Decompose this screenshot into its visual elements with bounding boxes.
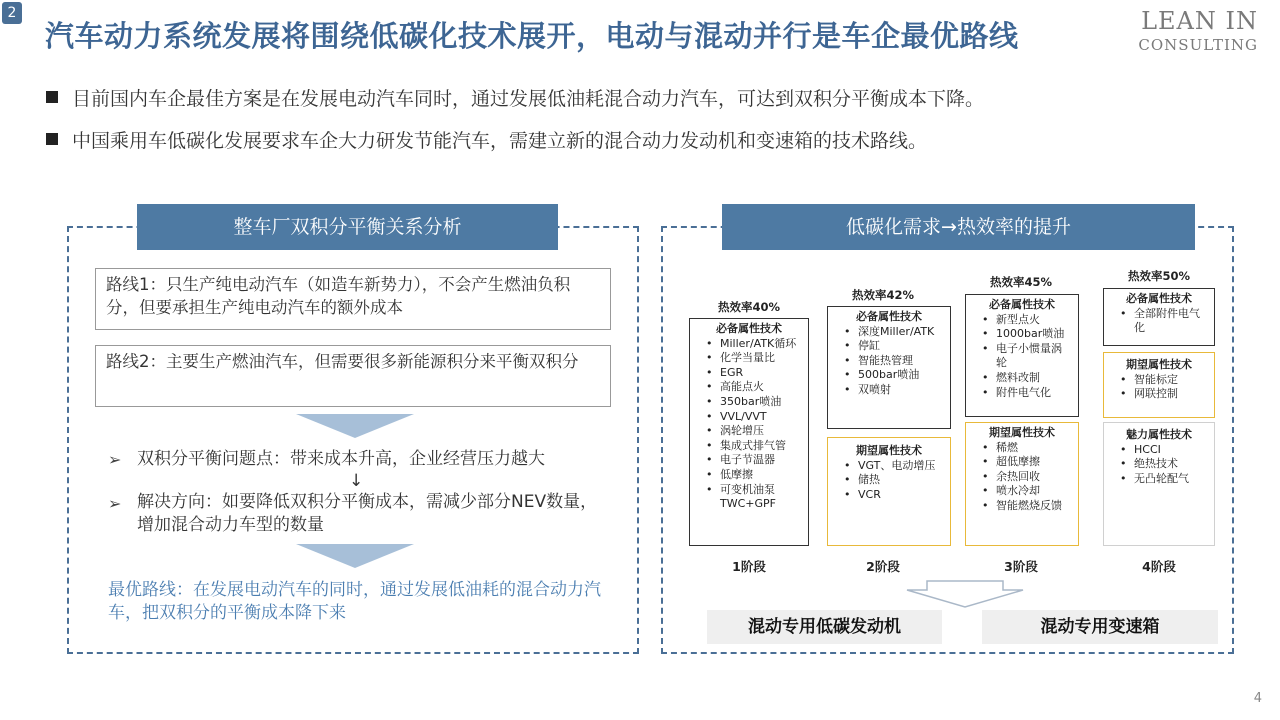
bullet-text: 中国乘用车低碳化发展要求车企大力研发节能汽车，需建立新的混合动力发动机和变速箱的技术路线。: [72, 130, 928, 152]
stage-2-label: 2阶段: [866, 559, 900, 574]
route-1-box: 路线1：只生产纯电动汽车（如造车新势力），不会产生燃油负积分，但要承担生产纯电动汽车的额外成本: [95, 268, 611, 330]
stage-3-label: 3阶段: [1004, 559, 1038, 574]
bullet-text: 目前国内车企最佳方案是在发展电动汽车同时，通过发展低油耗混合动力汽车，可达到双积分平衡成本下降。: [72, 88, 985, 110]
best-route-text: 最优路线：在发展电动汽车的同时，通过发展低油耗的混合动力汽车，把双积分的平衡成本降下来: [108, 580, 601, 623]
tech-item: • 低摩擦: [708, 468, 802, 483]
stage-4-essential-box: [1103, 288, 1215, 346]
tech-item: • VVL/VVT: [708, 410, 802, 425]
square-bullet-icon: [46, 91, 58, 103]
down-arrow-icon: [296, 544, 414, 568]
balance-problem-text: 双积分平衡问题点：带来成本升高，企业经营压力越大: [137, 449, 545, 469]
tech-item-continued: TWC+GPF: [720, 497, 776, 511]
stage-3-essential-box: [965, 294, 1079, 417]
section-badge: 2: [2, 2, 22, 24]
chevron-bullet-icon: ➢: [108, 494, 122, 513]
tech-item: • 集成式排气管: [708, 439, 802, 454]
box-heading: 必备属性技术: [716, 322, 782, 335]
tech-item: • 附件电气化: [984, 386, 1072, 401]
tech-item: • 350bar喷油: [708, 395, 802, 410]
box-heading: 必备属性技术: [989, 298, 1055, 311]
stage-4-label: 4阶段: [1142, 559, 1176, 574]
tech-item: • 高能点火: [708, 380, 802, 395]
square-bullet-icon: [46, 133, 58, 145]
stage-2-essential-box: [827, 306, 951, 429]
stage-1-essential-box: [689, 318, 809, 546]
tech-item: • 涡轮增压: [708, 424, 802, 439]
box-heading: 期望属性技术: [989, 426, 1055, 439]
tech-item: • 智能燃烧反馈: [984, 499, 1072, 514]
solution-text: 解决方向：如要降低双积分平衡成本，需减少部分NEV数量，增加混合动力车型的数量: [137, 492, 598, 535]
tech-item: • 智能热管理: [846, 354, 944, 369]
tech-item: • 智能标定: [1122, 373, 1208, 388]
tech-item: • 燃料改制: [984, 371, 1072, 386]
tech-item: • 500bar喷油: [846, 368, 944, 383]
outline-down-arrow-icon: [905, 580, 1025, 608]
left-panel-header: 整车厂双积分平衡关系分析: [137, 204, 558, 250]
tech-item: • 储热: [846, 473, 944, 488]
tech-item: • 电子节温器: [708, 453, 802, 468]
tech-item: • 可变机油泵: [708, 483, 802, 498]
tech-item: • 稀燃: [984, 441, 1072, 456]
page-number: 4: [1253, 691, 1262, 706]
tech-item: • 余热回收: [984, 470, 1072, 485]
hybrid-transmission-box: 混动专用变速箱: [982, 610, 1218, 644]
tech-item: • Miller/ATK循环: [708, 337, 802, 352]
tech-item: • 停缸: [846, 339, 944, 354]
box-heading: 魅力属性技术: [1126, 428, 1192, 441]
tech-item: • 新型点火: [984, 313, 1072, 328]
tech-item: • EGR: [708, 366, 802, 381]
tech-item: • VCR: [846, 488, 944, 503]
tech-item: • 绝热技术: [1122, 457, 1208, 472]
tech-item: • 化学当量比: [708, 351, 802, 366]
stage-3-expected-box: [965, 422, 1079, 546]
chevron-bullet-icon: ➢: [108, 450, 122, 469]
tech-item: • 深度Miller/ATK: [846, 325, 944, 340]
box-heading: 必备属性技术: [1126, 292, 1192, 305]
box-heading: 必备属性技术: [856, 310, 922, 323]
box-heading: 期望属性技术: [1126, 358, 1192, 371]
down-arrow-icon: [296, 414, 414, 438]
logo-line1: LEAN IN: [1141, 7, 1258, 35]
tech-item: • VGT、电动增压: [846, 459, 944, 474]
stage-3-title: 热效率45%: [989, 275, 1053, 289]
page-title: 汽车动力系统发展将围绕低碳化技术展开，电动与混动并行是车企最优路线: [45, 19, 1019, 53]
tech-item: • 无凸轮配气: [1122, 472, 1208, 487]
stage-2-expected-box: [827, 437, 951, 546]
bullet-2: [46, 126, 927, 153]
tech-item: • 全部附件电气化: [1122, 307, 1208, 336]
tech-item: • 1000bar喷油: [984, 327, 1072, 342]
logo-line2: CONSULTING: [1138, 36, 1258, 54]
stage-1-title: 热效率40%: [717, 300, 781, 314]
stage-1-label: 1阶段: [732, 559, 766, 574]
hybrid-engine-box: 混动专用低碳发动机: [707, 610, 942, 644]
tech-item: • 超低摩擦: [984, 455, 1072, 470]
stage-2-title: 热效率42%: [851, 288, 915, 302]
tech-item: • 喷水冷却: [984, 484, 1072, 499]
company-logo: [1138, 6, 1258, 54]
tech-item: • 电子小惯量涡轮: [984, 342, 1072, 371]
tech-item: • HCCI: [1122, 443, 1208, 458]
tech-item: • 网联控制: [1122, 387, 1208, 402]
tech-item: • 双喷射: [846, 383, 944, 398]
stage-4-title: 热效率50%: [1127, 269, 1191, 283]
right-panel-header: 低碳化需求→热效率的提升: [722, 204, 1195, 250]
stage-4-attractive-box: [1103, 422, 1215, 546]
route-2-box: 路线2：主要生产燃油汽车，但需要很多新能源积分来平衡双积分: [95, 345, 611, 407]
box-heading: 期望属性技术: [856, 444, 922, 457]
bullet-1: [46, 84, 984, 111]
small-down-arrow-icon: ↓: [349, 471, 364, 491]
stage-4-expected-box: [1103, 352, 1215, 418]
